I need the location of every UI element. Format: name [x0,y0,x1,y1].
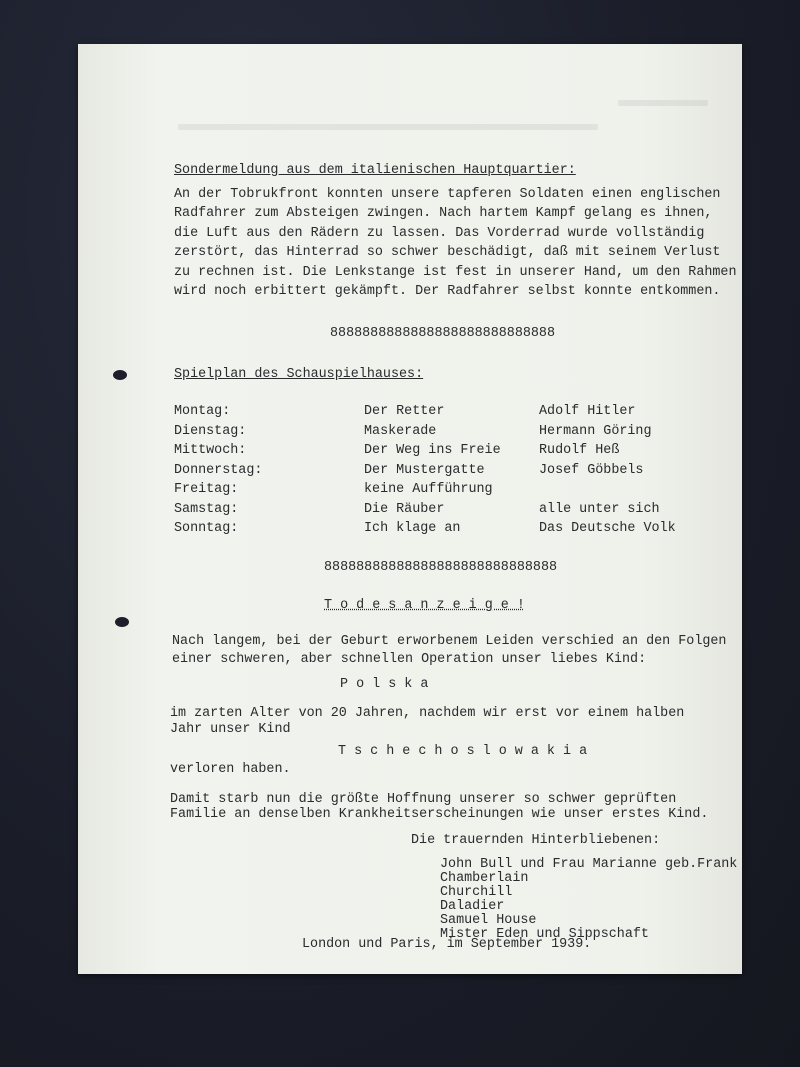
playbill-day: Mittwoch: [174,443,247,458]
playbill-day: Sonntag: [174,521,239,536]
playbill-cast: Das Deutsche Volk [539,521,676,536]
mourner-name: Samuel House [440,913,537,928]
obituary-line: Familie an denselben Krankheitserscheinungen wie unser erstes Kind. [170,807,709,822]
obituary-name: P o l s k a [340,677,429,692]
playbill-cast: Adolf Hitler [539,404,636,419]
playbill-cast: Josef Göbbels [539,463,644,478]
mourner-name: Mister Eden und Sippschaft [440,927,649,942]
playbill-cast: Rudolf Heß [539,443,620,458]
playbill-play: Der Weg ins Freie [364,443,501,458]
separator-line: 8888888888888888888888888888 [330,326,555,341]
mourner-name: Churchill [440,885,513,900]
obituary-line: Damit starb nun die größte Hoffnung unserer so schwer geprüften [170,792,677,807]
playbill-day: Freitag: [174,482,239,497]
bulletin-line: zerstört, das Hinterrad so schwer beschädigt, daß mit seinem Verlust [174,245,721,260]
playbill-play: keine Aufführung [364,482,493,497]
bulletin-line: die Luft aus den Rädern zu lassen. Das Vorderrad wurde vollständig [174,226,705,241]
playbill-play: Maskerade [364,424,437,439]
obituary-line: verloren haben. [170,762,291,777]
bulletin-heading: Sondermeldung aus dem italienischen Hauptquartier: [174,163,576,178]
obituary-line: Nach langem, bei der Geburt erworbenem Leiden verschied an den Folgen [172,634,727,649]
faded-header-text [178,124,598,130]
bulletin-line: An der Tobrukfront konnten unsere tapferen Soldaten einen englischen [174,187,721,202]
punch-hole [115,617,129,627]
obituary-name: T s c h e c h o s l o w a k i a [338,744,588,759]
obituary-line: Jahr unser Kind [170,722,291,737]
faded-header-text [618,100,708,106]
obituary-heading: T o d e s a n z e i g e ! [324,598,525,613]
mourner-name: Daladier [440,899,505,914]
closing-line: London und Paris, im September 1939. [302,937,592,952]
playbill-cast: Hermann Göring [539,424,652,439]
obituary-line: einer schweren, aber schnellen Operation unser liebes Kind: [172,652,647,667]
playbill-day: Samstag: [174,502,239,517]
playbill-play: Der Mustergatte [364,463,485,478]
playbill-day: Donnerstag: [174,463,263,478]
playbill-cast: alle unter sich [539,502,660,517]
mourner-name: Chamberlain [440,871,529,886]
bulletin-line: Radfahrer zum Absteigen zwingen. Nach hartem Kampf gelang es ihnen, [174,206,713,221]
separator-line: 88888888888888888888888888888 [324,560,558,575]
punch-hole [113,370,127,380]
mourners-heading: Die trauernden Hinterbliebenen: [411,833,661,848]
bulletin-line: wird noch erbittert gekämpft. Der Radfahrer selbst konnte entkommen. [174,284,721,299]
playbill-play: Der Retter [364,404,445,419]
playbill-day: Montag: [174,404,231,419]
playbill-play: Die Räuber [364,502,445,517]
playbill-day: Dienstag: [174,424,247,439]
document-page [78,44,742,974]
playbill-play: Ich klage an [364,521,461,536]
playbill-heading: Spielplan des Schauspielhauses: [174,367,424,382]
mourner-name: John Bull und Frau Marianne geb.Frank [440,857,738,872]
bulletin-line: zu rechnen ist. Die Lenkstange ist fest in unserer Hand, um den Rahmen [174,265,737,280]
obituary-line: im zarten Alter von 20 Jahren, nachdem wir erst vor einem halben [170,706,685,721]
